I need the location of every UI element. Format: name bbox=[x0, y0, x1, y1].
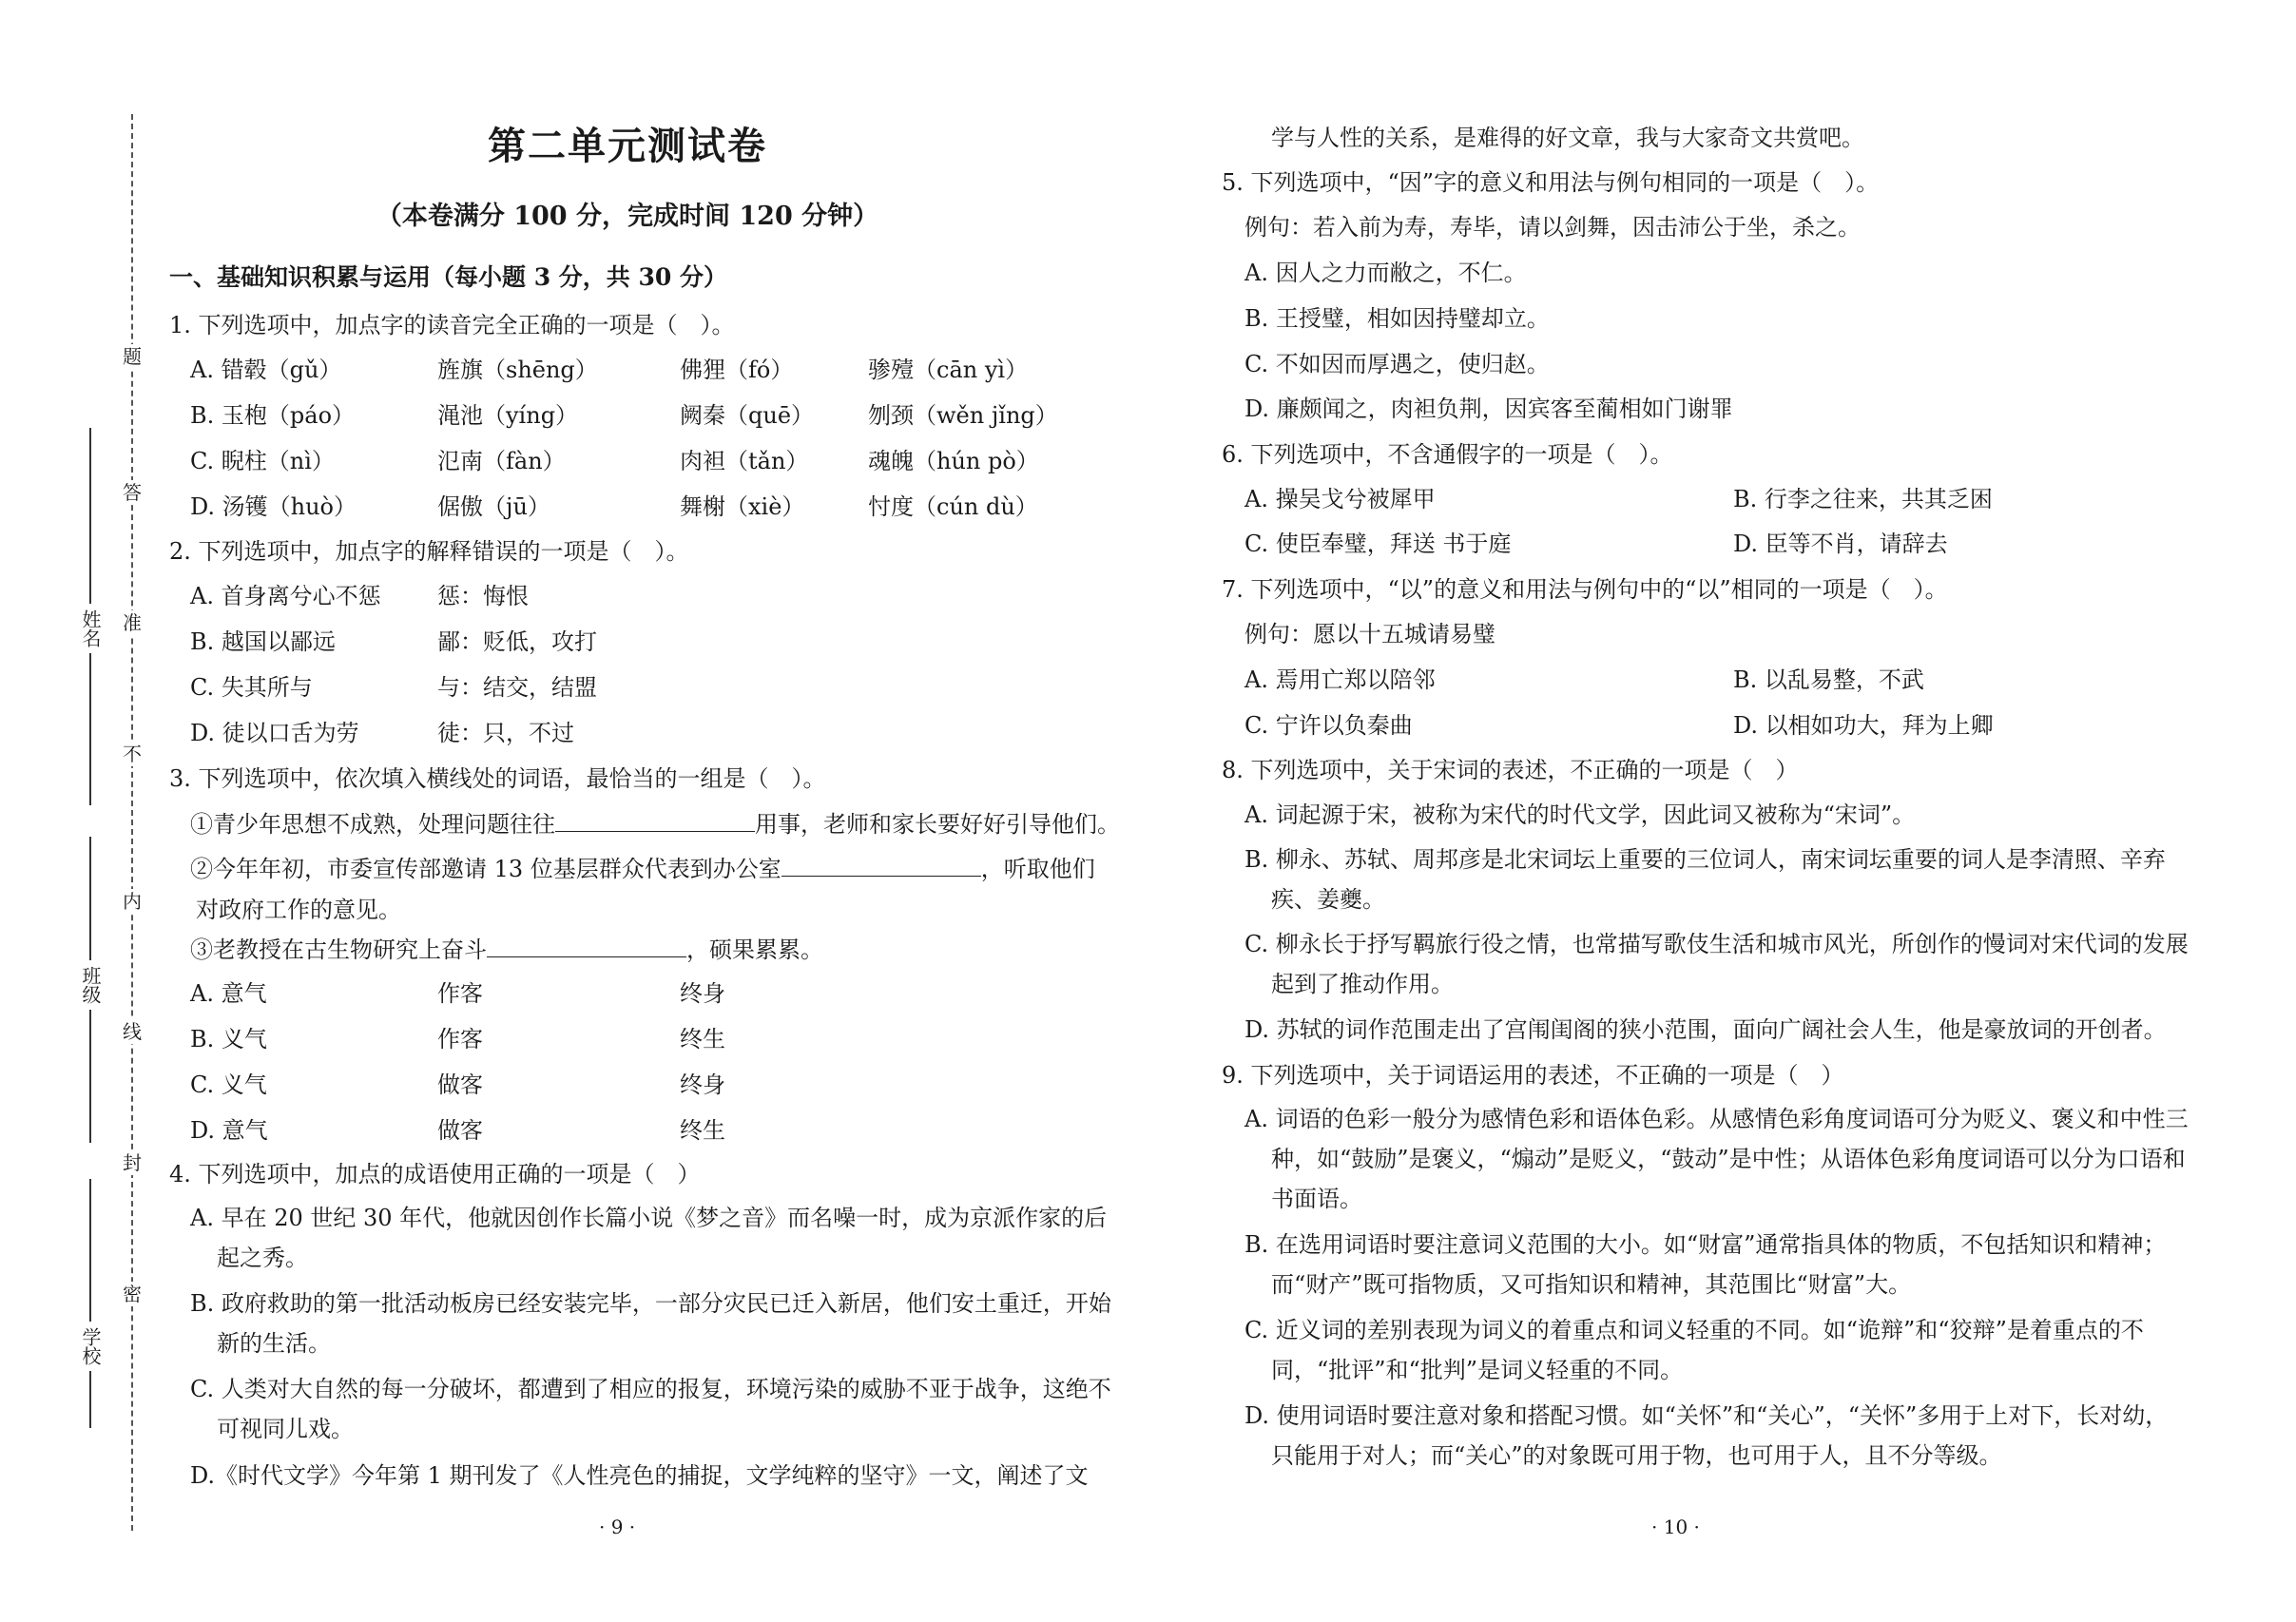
q9-option-b: B. 在选用词语时要注意词义范围的大小。如“财富”通常指具体的物质，不包括知识和精神；而“财产”既可指物质，又可指知识和精神，其范围比“财富”大。 bbox=[1244, 1231, 2167, 1298]
q1-option: D. 汤镬（huò） bbox=[190, 493, 357, 520]
seal-char: 内 bbox=[120, 889, 145, 914]
seal-char: 准 bbox=[120, 610, 145, 635]
q2-option: D. 徒以口舌为劳 bbox=[190, 720, 359, 746]
q8-option-c: C. 柳永长于抒写羁旅行役之情，也常描写歌伎生活和城市风光，所创作的慢词对宋代词的发展起到了推动作用。 bbox=[1244, 931, 2189, 997]
question-8-stem: 8. 下列选项中，关于宋词的表述，不正确的一项是（ ） bbox=[1222, 757, 1799, 783]
question-5-stem: 5. 下列选项中，“因”字的意义和用法与例句相同的一项是（ ）。 bbox=[1222, 169, 1880, 196]
q8-option-b: B. 柳永、苏轼、周邦彦是北宋词坛上重要的三位词人，南宋词坛重要的词人是李清照、辛弃疾、姜夔。 bbox=[1244, 846, 2166, 913]
fill-blank-3[interactable] bbox=[487, 936, 686, 957]
q1-option: 倨傲（jū） bbox=[437, 493, 550, 520]
q1-option: 佛狸（fó） bbox=[680, 357, 794, 383]
q2-option: B. 越国以鄙远 bbox=[190, 628, 336, 655]
q3-sentence-1 bbox=[190, 808, 1120, 840]
q3-sentence-3-part: ，硕果累累。 bbox=[686, 937, 823, 963]
q3-sentence-2 bbox=[190, 853, 1095, 885]
name-field[interactable] bbox=[78, 428, 103, 805]
q1-option: 旌旗（shēng） bbox=[437, 357, 598, 383]
question-6-stem: 6. 下列选项中，不含通假字的一项是（ ）。 bbox=[1222, 441, 1673, 468]
q1-option: 阙秦（quē） bbox=[680, 402, 815, 429]
seal-char: 线 bbox=[120, 1019, 145, 1044]
q1-option: 肉袒（tǎn） bbox=[680, 448, 809, 474]
q9-option-a: A. 词语的色彩一般分为感情色彩和语体色彩。从感情色彩角度词语可分为贬义、褒义和中性三种，如“鼓励”是褒义，“煽动”是贬义，“鼓动”是中性；从语体色彩角度词语可以分为口语和书面语。 bbox=[1244, 1106, 2189, 1212]
q3-option: 终生 bbox=[680, 1117, 725, 1144]
q5-option: C. 不如因而厚遇之，使归赵。 bbox=[1244, 351, 1550, 377]
q3-sentence-2-part: ②今年年初，市委宣传部邀请 13 位基层群众代表到办公室 bbox=[190, 856, 781, 882]
question-7-stem: 7. 下列选项中，“以”的意义和用法与例句中的“以”相同的一项是（ ）。 bbox=[1222, 576, 1948, 603]
page-number-right: · 10 · bbox=[1651, 1516, 1700, 1538]
q3-option: B. 义气 bbox=[190, 1026, 267, 1052]
q6-option: D. 臣等不肖，请辞去 bbox=[1733, 531, 1948, 557]
q3-sentence-2-part: ，听取他们 bbox=[980, 856, 1095, 882]
q3-option: 终身 bbox=[680, 1072, 725, 1098]
q3-sentence-3 bbox=[190, 934, 823, 966]
q1-option: 刎颈（wěn jǐng） bbox=[868, 402, 1058, 429]
q3-option: 作客 bbox=[437, 1026, 483, 1052]
q1-option: 忖度（cún dù） bbox=[868, 493, 1038, 520]
question-4-stem: 4. 下列选项中，加点的成语使用正确的一项是（ ） bbox=[169, 1161, 701, 1188]
q5-option: B. 王授璧，相如因持璧却立。 bbox=[1244, 305, 1550, 332]
seal-dashed-line bbox=[131, 114, 133, 1531]
q2-definition: 徒：只，不过 bbox=[437, 720, 574, 746]
q3-option: D. 意气 bbox=[190, 1117, 268, 1144]
q8-option-a: A. 词起源于宋，被称为宋代的时代文学，因此词又被称为“宋词”。 bbox=[1244, 801, 1916, 828]
question-9-stem: 9. 下列选项中，关于词语运用的表述，不正确的一项是（ ） bbox=[1222, 1062, 1844, 1089]
q7-example: 例句：愿以十五城请易璧 bbox=[1244, 621, 1495, 647]
q1-option: 魂魄（hún pò） bbox=[868, 448, 1039, 474]
class-label: 班级 bbox=[79, 966, 102, 1004]
q4-option-c: C. 人类对大自然的每一分破坏，都遭到了相应的报复，环境污染的威胁不亚于战争，这绝不可视同儿戏。 bbox=[190, 1376, 1111, 1442]
q4-option-d-cont: 学与人性的关系，是难得的好文章，我与大家奇文共赏吧。 bbox=[1271, 125, 1864, 151]
question-3-stem: 3. 下列选项中，依次填入横线处的词语，最恰当的一组是（ ）。 bbox=[169, 765, 826, 792]
q1-option: 渑池（yíng） bbox=[437, 402, 579, 429]
q3-sentence-3-part: ③老教授在古生物研究上奋斗 bbox=[190, 937, 487, 963]
q5-option: D. 廉颇闻之，肉袒负荆，因宾客至蔺相如门谢罪 bbox=[1244, 396, 1733, 422]
q3-option: A. 意气 bbox=[190, 980, 267, 1007]
question-2-stem: 2. 下列选项中，加点字的解释错误的一项是（ ）。 bbox=[169, 538, 689, 565]
fill-blank-2[interactable] bbox=[781, 855, 981, 877]
q4-option-d: D.《时代文学》今年第 1 期刊发了《人性亮色的捕捉，文学纯粹的坚守》一文，阐述了文 bbox=[190, 1462, 1089, 1489]
seal-char: 不 bbox=[120, 742, 145, 766]
q2-option: C. 失其所与 bbox=[190, 674, 313, 701]
q7-option: D. 以相如功大，拜为上卿 bbox=[1733, 712, 1994, 739]
seal-char: 答 bbox=[120, 480, 145, 505]
q5-example: 例句：若入前为寿，寿毕，请以剑舞，因击沛公于坐，杀之。 bbox=[1244, 214, 1861, 241]
q1-option: C. 睨柱（nì） bbox=[190, 448, 335, 474]
q2-definition: 惩：悔恨 bbox=[437, 583, 529, 609]
right-page bbox=[1222, 0, 2189, 1622]
q3-option: 做客 bbox=[437, 1117, 483, 1144]
q3-option: C. 义气 bbox=[190, 1072, 267, 1098]
q3-sentence-1-part: 用事，老师和家长要好好引导他们。 bbox=[755, 811, 1120, 838]
school-label: 学校 bbox=[79, 1327, 102, 1365]
q1-option: 氾南（fàn） bbox=[437, 448, 566, 474]
name-label: 姓名 bbox=[79, 609, 102, 647]
q9-option-d: D. 使用词语时要注意对象和搭配习惯。如“关怀”和“关心”，“关怀”多用于上对下，长对幼，只能用于对人；而“关心”的对象既可用于物，也可用于人，且不分等级。 bbox=[1244, 1402, 2169, 1469]
fill-blank-1[interactable] bbox=[555, 810, 755, 832]
question-1-stem: 1. 下列选项中，加点字的读音完全正确的一项是（ ）。 bbox=[169, 312, 735, 338]
q3-option: 做客 bbox=[437, 1072, 483, 1098]
q4-option-b: B. 政府救助的第一批活动板房已经安装完毕，一部分灾民已迁入新居，他们安土重迁，开始新的生活。 bbox=[190, 1290, 1111, 1357]
q1-option: B. 玉枹（páo） bbox=[190, 402, 356, 429]
left-page bbox=[162, 0, 1120, 1622]
q3-option: 终身 bbox=[680, 980, 725, 1007]
q9-option-c: C. 近义词的差别表现为词义的着重点和词义轻重的不同。如“诡辩”和“狡辩”是着重点的不同，“批评”和“批判”是词义轻重的不同。 bbox=[1244, 1317, 2144, 1383]
q2-option: A. 首身离兮心不惩 bbox=[190, 583, 381, 609]
seal-char: 封 bbox=[120, 1150, 145, 1175]
q7-option: B. 以乱易整，不武 bbox=[1733, 666, 1924, 693]
seal-char: 密 bbox=[120, 1282, 145, 1306]
q6-option: B. 行李之往来，共其乏困 bbox=[1733, 486, 1993, 512]
q1-option: 舞榭（xiè） bbox=[680, 493, 805, 520]
q3-sentence-1-part: ①青少年思想不成熟，处理问题往往 bbox=[190, 811, 555, 838]
seal-char: 题 bbox=[120, 344, 145, 369]
q6-option: C. 使臣奉璧，拜送 书于庭 bbox=[1244, 531, 1512, 557]
page-number-left: · 9 · bbox=[599, 1516, 636, 1538]
q5-option: A. 因人之力而敝之，不仁。 bbox=[1244, 260, 1527, 286]
q4-option-a: A. 早在 20 世纪 30 年代，他就因创作长篇小说《梦之音》而名噪一时，成为京派作家的后起之秀。 bbox=[190, 1205, 1108, 1271]
section-heading: 一、基础知识积累与运用（每小题 3 分，共 30 分） bbox=[169, 263, 728, 291]
q3-option: 终生 bbox=[680, 1026, 725, 1052]
q3-sentence-2-cont: 对政府工作的意见。 bbox=[196, 897, 401, 923]
page-subtitle: （本卷满分 100 分，完成时间 120 分钟） bbox=[376, 202, 879, 231]
class-field[interactable] bbox=[78, 837, 103, 1143]
school-field[interactable] bbox=[78, 1179, 103, 1428]
q7-option: A. 焉用亡郑以陪邻 bbox=[1244, 666, 1436, 693]
q2-definition: 与：结交，结盟 bbox=[437, 674, 597, 701]
binding-margin bbox=[67, 114, 162, 1531]
q6-option: A. 操吴戈兮被犀甲 bbox=[1244, 486, 1436, 512]
q2-definition: 鄙：贬低，攻打 bbox=[437, 628, 597, 655]
q1-option: 骖殪（cān yì） bbox=[868, 357, 1029, 383]
q8-option-d: D. 苏轼的词作范围走出了宫闱闺阁的狭小范围，面向广阔社会人生，他是豪放词的开创者。 bbox=[1244, 1016, 2167, 1043]
q3-option: 作客 bbox=[437, 980, 483, 1007]
q7-option: C. 宁许以负秦曲 bbox=[1244, 712, 1413, 739]
q1-option: A. 错毂（gǔ） bbox=[190, 357, 342, 383]
page-title: 第二单元测试卷 bbox=[488, 124, 767, 168]
